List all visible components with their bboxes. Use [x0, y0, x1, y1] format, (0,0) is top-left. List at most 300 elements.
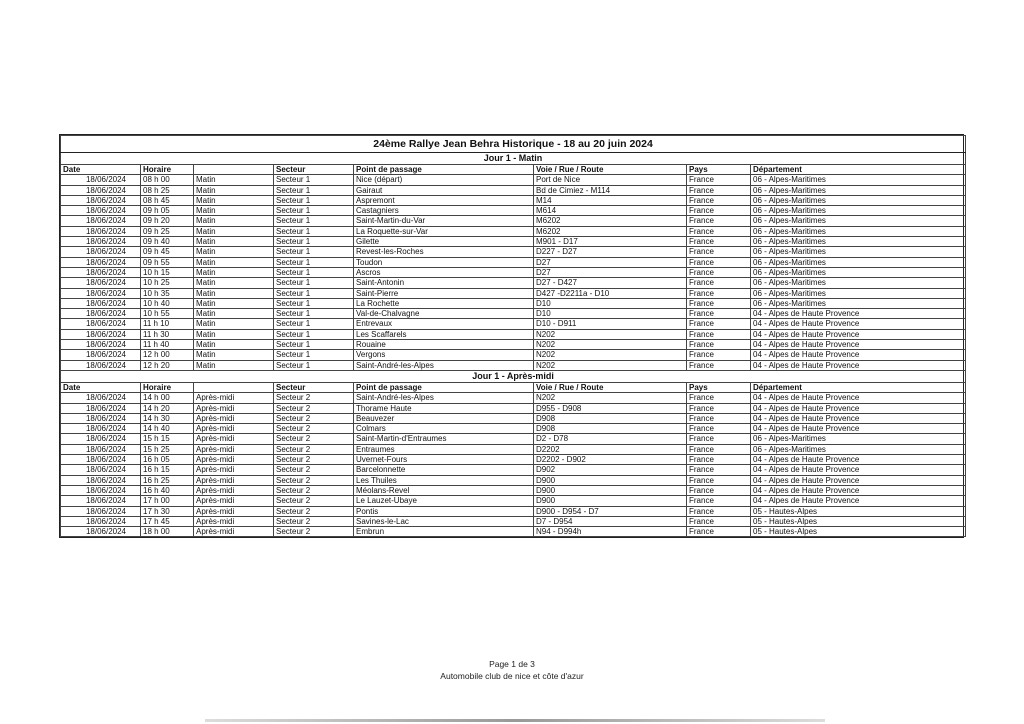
cell-department: 05 - Hautes-Alpes: [751, 506, 966, 516]
cell-department: 06 - Alpes-Maritimes: [751, 195, 966, 205]
cell-time: 10 h 25: [141, 278, 194, 288]
cell-road: M6202: [534, 216, 687, 226]
cell-road: D10: [534, 298, 687, 308]
cell-period: Matin: [194, 257, 274, 267]
cell-period: Après-midi: [194, 413, 274, 423]
cell-sector: Secteur 1: [274, 175, 354, 185]
cell-time: 16 h 40: [141, 485, 194, 495]
cell-road: N202: [534, 340, 687, 350]
section-header-row: [61, 153, 966, 165]
column-header-row: [61, 382, 966, 392]
cell-road: D227 - D27: [534, 247, 687, 257]
cell-sector: Secteur 2: [274, 424, 354, 434]
cell-department: 04 - Alpes de Haute Provence: [751, 360, 966, 370]
column-header-time: Horaire: [141, 165, 194, 175]
scan-artifact: [205, 719, 825, 722]
cell-road: D2202 - D902: [534, 455, 687, 465]
cell-date: 18/06/2024: [61, 226, 141, 236]
cell-road: N202: [534, 360, 687, 370]
cell-road: D955 - D908: [534, 403, 687, 413]
cell-date: 18/06/2024: [61, 329, 141, 339]
cell-waypoint: Les Scaffarels: [354, 329, 534, 339]
cell-period: Après-midi: [194, 475, 274, 485]
cell-period: Après-midi: [194, 485, 274, 495]
cell-country: France: [687, 455, 751, 465]
column-header-time: Horaire: [141, 382, 194, 392]
cell-waypoint: Entraumes: [354, 444, 534, 454]
cell-time: 10 h 15: [141, 267, 194, 277]
cell-waypoint: Castagniers: [354, 206, 534, 216]
cell-department: 06 - Alpes-Maritimes: [751, 247, 966, 257]
cell-date: 18/06/2024: [61, 413, 141, 423]
cell-country: France: [687, 485, 751, 495]
cell-country: France: [687, 506, 751, 516]
cell-country: France: [687, 298, 751, 308]
document-title: 24ème Rallye Jean Behra Historique - 18 au 20 juin 2024: [61, 136, 966, 153]
cell-date: 18/06/2024: [61, 175, 141, 185]
cell-country: France: [687, 257, 751, 267]
table-row: [61, 455, 966, 465]
column-header-date: Date: [61, 382, 141, 392]
cell-country: France: [687, 226, 751, 236]
cell-sector: Secteur 1: [274, 288, 354, 298]
cell-date: 18/06/2024: [61, 350, 141, 360]
cell-country: France: [687, 267, 751, 277]
cell-period: Après-midi: [194, 527, 274, 537]
cell-time: 09 h 40: [141, 237, 194, 247]
cell-road: D27: [534, 257, 687, 267]
column-header-waypoint: Point de passage: [354, 165, 534, 175]
organizer-name: Automobile club de nice et côte d'azur: [440, 671, 584, 681]
cell-sector: Secteur 2: [274, 403, 354, 413]
table-row: [61, 185, 966, 195]
cell-date: 18/06/2024: [61, 516, 141, 526]
table-row: [61, 298, 966, 308]
cell-time: 14 h 20: [141, 403, 194, 413]
cell-time: 11 h 10: [141, 319, 194, 329]
cell-date: 18/06/2024: [61, 278, 141, 288]
cell-date: 18/06/2024: [61, 434, 141, 444]
cell-date: 18/06/2024: [61, 216, 141, 226]
cell-date: 18/06/2024: [61, 465, 141, 475]
cell-sector: Secteur 1: [274, 278, 354, 288]
cell-country: France: [687, 206, 751, 216]
cell-date: 18/06/2024: [61, 506, 141, 516]
cell-waypoint: Colmars: [354, 424, 534, 434]
cell-waypoint: Beauvezer: [354, 413, 534, 423]
cell-department: 04 - Alpes de Haute Provence: [751, 329, 966, 339]
cell-sector: Secteur 2: [274, 393, 354, 403]
cell-time: 17 h 00: [141, 496, 194, 506]
cell-date: 18/06/2024: [61, 267, 141, 277]
table-row: [61, 237, 966, 247]
cell-period: Matin: [194, 216, 274, 226]
schedule-table: [60, 135, 966, 537]
cell-waypoint: Méolans-Revel: [354, 485, 534, 495]
table-row: [61, 360, 966, 370]
cell-road: N94 - D994h: [534, 527, 687, 537]
cell-road: D902: [534, 465, 687, 475]
cell-department: 06 - Alpes-Maritimes: [751, 278, 966, 288]
cell-waypoint: Uvernet-Fours: [354, 455, 534, 465]
cell-time: 09 h 45: [141, 247, 194, 257]
cell-waypoint: Aspremont: [354, 195, 534, 205]
table-row: [61, 424, 966, 434]
cell-department: 06 - Alpes-Maritimes: [751, 185, 966, 195]
table-row: [61, 444, 966, 454]
cell-period: Matin: [194, 288, 274, 298]
cell-waypoint: Rouaine: [354, 340, 534, 350]
cell-waypoint: Gairaut: [354, 185, 534, 195]
cell-department: 04 - Alpes de Haute Provence: [751, 403, 966, 413]
cell-sector: Secteur 2: [274, 485, 354, 495]
cell-date: 18/06/2024: [61, 298, 141, 308]
cell-date: 18/06/2024: [61, 496, 141, 506]
cell-sector: Secteur 1: [274, 247, 354, 257]
table-row: [61, 329, 966, 339]
cell-waypoint: Nice (départ): [354, 175, 534, 185]
cell-period: Matin: [194, 175, 274, 185]
cell-waypoint: Saint-André-les-Alpes: [354, 360, 534, 370]
cell-waypoint: Thorame Haute: [354, 403, 534, 413]
cell-sector: Secteur 2: [274, 527, 354, 537]
cell-department: 06 - Alpes-Maritimes: [751, 237, 966, 247]
cell-country: France: [687, 434, 751, 444]
cell-road: Bd de Cimiez - M114: [534, 185, 687, 195]
cell-sector: Secteur 2: [274, 455, 354, 465]
cell-road: D10 - D911: [534, 319, 687, 329]
cell-sector: Secteur 1: [274, 309, 354, 319]
cell-road: D908: [534, 413, 687, 423]
table-row: [61, 350, 966, 360]
cell-time: 14 h 30: [141, 413, 194, 423]
cell-waypoint: Les Thuiles: [354, 475, 534, 485]
cell-road: N202: [534, 350, 687, 360]
cell-period: Matin: [194, 298, 274, 308]
cell-waypoint: Ascros: [354, 267, 534, 277]
cell-period: Matin: [194, 206, 274, 216]
cell-waypoint: Saint-Martin-du-Var: [354, 216, 534, 226]
cell-date: 18/06/2024: [61, 206, 141, 216]
cell-country: France: [687, 237, 751, 247]
cell-sector: Secteur 2: [274, 475, 354, 485]
cell-period: Matin: [194, 278, 274, 288]
table-row: [61, 496, 966, 506]
cell-road: D427 -D2211a - D10: [534, 288, 687, 298]
cell-date: 18/06/2024: [61, 424, 141, 434]
cell-waypoint: Gilette: [354, 237, 534, 247]
column-header-sector: Secteur: [274, 382, 354, 392]
cell-department: 04 - Alpes de Haute Provence: [751, 350, 966, 360]
cell-department: 06 - Alpes-Maritimes: [751, 298, 966, 308]
table-row: [61, 247, 966, 257]
cell-road: M14: [534, 195, 687, 205]
cell-waypoint: Toudon: [354, 257, 534, 267]
cell-date: 18/06/2024: [61, 475, 141, 485]
cell-country: France: [687, 195, 751, 205]
cell-waypoint: La Roquette-sur-Var: [354, 226, 534, 236]
cell-time: 10 h 35: [141, 288, 194, 298]
cell-road: N202: [534, 393, 687, 403]
column-header-road: Voie / Rue / Route: [534, 382, 687, 392]
table-row: [61, 516, 966, 526]
cell-country: France: [687, 516, 751, 526]
cell-department: 06 - Alpes-Maritimes: [751, 206, 966, 216]
section-title: Jour 1 - Matin: [61, 153, 966, 165]
cell-date: 18/06/2024: [61, 393, 141, 403]
cell-date: 18/06/2024: [61, 444, 141, 454]
cell-sector: Secteur 1: [274, 226, 354, 236]
cell-date: 18/06/2024: [61, 309, 141, 319]
cell-road: M901 - D17: [534, 237, 687, 247]
cell-sector: Secteur 2: [274, 516, 354, 526]
cell-road: D27: [534, 267, 687, 277]
cell-period: Après-midi: [194, 516, 274, 526]
table-row: [61, 278, 966, 288]
cell-department: 04 - Alpes de Haute Provence: [751, 485, 966, 495]
cell-department: 06 - Alpes-Maritimes: [751, 257, 966, 267]
cell-time: 09 h 25: [141, 226, 194, 236]
column-header-road: Voie / Rue / Route: [534, 165, 687, 175]
cell-time: 15 h 15: [141, 434, 194, 444]
cell-country: France: [687, 393, 751, 403]
cell-period: Matin: [194, 340, 274, 350]
cell-country: France: [687, 360, 751, 370]
cell-sector: Secteur 1: [274, 185, 354, 195]
cell-date: 18/06/2024: [61, 319, 141, 329]
cell-time: 11 h 30: [141, 329, 194, 339]
table-row: [61, 206, 966, 216]
cell-time: 16 h 25: [141, 475, 194, 485]
cell-period: Matin: [194, 319, 274, 329]
cell-country: France: [687, 465, 751, 475]
table-row: [61, 267, 966, 277]
cell-department: 06 - Alpes-Maritimes: [751, 288, 966, 298]
column-header-date: Date: [61, 165, 141, 175]
cell-department: 04 - Alpes de Haute Provence: [751, 309, 966, 319]
cell-time: 17 h 30: [141, 506, 194, 516]
cell-road: N202: [534, 329, 687, 339]
cell-road: D900: [534, 485, 687, 495]
cell-period: Après-midi: [194, 465, 274, 475]
table-row: [61, 485, 966, 495]
cell-country: France: [687, 444, 751, 454]
cell-sector: Secteur 1: [274, 195, 354, 205]
section-header-row: [61, 370, 966, 382]
cell-road: D2 - D78: [534, 434, 687, 444]
cell-time: 14 h 00: [141, 393, 194, 403]
cell-department: 04 - Alpes de Haute Provence: [751, 496, 966, 506]
cell-waypoint: Revest-les-Roches: [354, 247, 534, 257]
cell-period: Matin: [194, 185, 274, 195]
cell-country: France: [687, 288, 751, 298]
cell-period: Matin: [194, 360, 274, 370]
cell-time: 16 h 15: [141, 465, 194, 475]
cell-sector: Secteur 1: [274, 350, 354, 360]
table-row: [61, 527, 966, 537]
cell-road: D10: [534, 309, 687, 319]
cell-country: France: [687, 350, 751, 360]
cell-waypoint: Saint-Pierre: [354, 288, 534, 298]
cell-time: 08 h 25: [141, 185, 194, 195]
cell-country: France: [687, 527, 751, 537]
table-row: [61, 393, 966, 403]
cell-date: 18/06/2024: [61, 403, 141, 413]
cell-time: 09 h 05: [141, 206, 194, 216]
cell-department: 05 - Hautes-Alpes: [751, 516, 966, 526]
cell-road: D900: [534, 475, 687, 485]
cell-country: France: [687, 175, 751, 185]
cell-sector: Secteur 1: [274, 206, 354, 216]
cell-country: France: [687, 247, 751, 257]
cell-department: 04 - Alpes de Haute Provence: [751, 393, 966, 403]
column-header-waypoint: Point de passage: [354, 382, 534, 392]
cell-waypoint: Saint-André-les-Alpes: [354, 393, 534, 403]
cell-time: 08 h 45: [141, 195, 194, 205]
cell-waypoint: Entrevaux: [354, 319, 534, 329]
column-header-period: [194, 165, 274, 175]
cell-department: 06 - Alpes-Maritimes: [751, 216, 966, 226]
column-header-country: Pays: [687, 382, 751, 392]
cell-waypoint: Savines-le-Lac: [354, 516, 534, 526]
cell-road: M6202: [534, 226, 687, 236]
cell-sector: Secteur 2: [274, 506, 354, 516]
cell-time: 10 h 40: [141, 298, 194, 308]
cell-department: 05 - Hautes-Alpes: [751, 527, 966, 537]
schedule-sheet: [59, 134, 964, 538]
cell-country: France: [687, 475, 751, 485]
column-header-row: [61, 165, 966, 175]
cell-date: 18/06/2024: [61, 195, 141, 205]
cell-sector: Secteur 1: [274, 216, 354, 226]
cell-sector: Secteur 1: [274, 298, 354, 308]
cell-waypoint: Vergons: [354, 350, 534, 360]
table-row: [61, 226, 966, 236]
cell-waypoint: Le Lauzet-Ubaye: [354, 496, 534, 506]
cell-date: 18/06/2024: [61, 185, 141, 195]
cell-date: 18/06/2024: [61, 288, 141, 298]
cell-country: France: [687, 340, 751, 350]
table-row: [61, 175, 966, 185]
cell-sector: Secteur 1: [274, 237, 354, 247]
table-row: [61, 319, 966, 329]
cell-time: 16 h 05: [141, 455, 194, 465]
table-row: [61, 506, 966, 516]
cell-time: 12 h 00: [141, 350, 194, 360]
cell-period: Après-midi: [194, 506, 274, 516]
cell-sector: Secteur 2: [274, 444, 354, 454]
cell-road: D2202: [534, 444, 687, 454]
cell-waypoint: Saint-Martin-d'Entraumes: [354, 434, 534, 444]
cell-time: 12 h 20: [141, 360, 194, 370]
cell-waypoint: Pontis: [354, 506, 534, 516]
cell-road: Port de Nice: [534, 175, 687, 185]
cell-time: 10 h 55: [141, 309, 194, 319]
table-row: [61, 309, 966, 319]
cell-country: France: [687, 278, 751, 288]
cell-period: Matin: [194, 267, 274, 277]
cell-country: France: [687, 309, 751, 319]
column-header-department: Département: [751, 165, 966, 175]
cell-department: 06 - Alpes-Maritimes: [751, 444, 966, 454]
cell-period: Matin: [194, 350, 274, 360]
cell-period: Après-midi: [194, 455, 274, 465]
cell-date: 18/06/2024: [61, 340, 141, 350]
cell-period: Matin: [194, 329, 274, 339]
cell-country: France: [687, 424, 751, 434]
cell-date: 18/06/2024: [61, 455, 141, 465]
table-row: [61, 475, 966, 485]
cell-road: D900: [534, 496, 687, 506]
cell-sector: Secteur 2: [274, 465, 354, 475]
table-row: [61, 434, 966, 444]
cell-road: D908: [534, 424, 687, 434]
cell-period: Après-midi: [194, 434, 274, 444]
cell-country: France: [687, 329, 751, 339]
cell-time: 08 h 00: [141, 175, 194, 185]
cell-department: 04 - Alpes de Haute Provence: [751, 465, 966, 475]
cell-period: Matin: [194, 226, 274, 236]
cell-time: 09 h 55: [141, 257, 194, 267]
page-number: Page 1 de 3: [489, 659, 535, 669]
cell-waypoint: La Rochette: [354, 298, 534, 308]
cell-time: 11 h 40: [141, 340, 194, 350]
cell-department: 06 - Alpes-Maritimes: [751, 434, 966, 444]
cell-waypoint: Saint-Antonin: [354, 278, 534, 288]
cell-department: 04 - Alpes de Haute Provence: [751, 475, 966, 485]
cell-waypoint: Val-de-Chalvagne: [354, 309, 534, 319]
cell-period: Matin: [194, 237, 274, 247]
cell-sector: Secteur 1: [274, 267, 354, 277]
column-header-period: [194, 382, 274, 392]
cell-time: 15 h 25: [141, 444, 194, 454]
cell-sector: Secteur 2: [274, 413, 354, 423]
cell-period: Après-midi: [194, 403, 274, 413]
table-row: [61, 413, 966, 423]
table-row: [61, 288, 966, 298]
cell-period: Matin: [194, 247, 274, 257]
cell-country: France: [687, 403, 751, 413]
table-row: [61, 465, 966, 475]
table-row: [61, 216, 966, 226]
cell-department: 06 - Alpes-Maritimes: [751, 226, 966, 236]
cell-date: 18/06/2024: [61, 257, 141, 267]
cell-department: 04 - Alpes de Haute Provence: [751, 319, 966, 329]
cell-date: 18/06/2024: [61, 247, 141, 257]
cell-sector: Secteur 2: [274, 496, 354, 506]
table-row: [61, 403, 966, 413]
cell-date: 18/06/2024: [61, 360, 141, 370]
table-row: [61, 257, 966, 267]
cell-country: France: [687, 216, 751, 226]
cell-sector: Secteur 1: [274, 319, 354, 329]
cell-period: Après-midi: [194, 424, 274, 434]
cell-waypoint: Embrun: [354, 527, 534, 537]
cell-date: 18/06/2024: [61, 237, 141, 247]
cell-sector: Secteur 1: [274, 329, 354, 339]
cell-waypoint: Barcelonnette: [354, 465, 534, 475]
cell-country: France: [687, 185, 751, 195]
cell-road: M614: [534, 206, 687, 216]
cell-country: France: [687, 319, 751, 329]
table-row: [61, 340, 966, 350]
cell-department: 04 - Alpes de Haute Provence: [751, 424, 966, 434]
cell-period: Après-midi: [194, 444, 274, 454]
cell-department: 06 - Alpes-Maritimes: [751, 175, 966, 185]
cell-road: D7 - D954: [534, 516, 687, 526]
cell-department: 04 - Alpes de Haute Provence: [751, 413, 966, 423]
cell-sector: Secteur 1: [274, 340, 354, 350]
